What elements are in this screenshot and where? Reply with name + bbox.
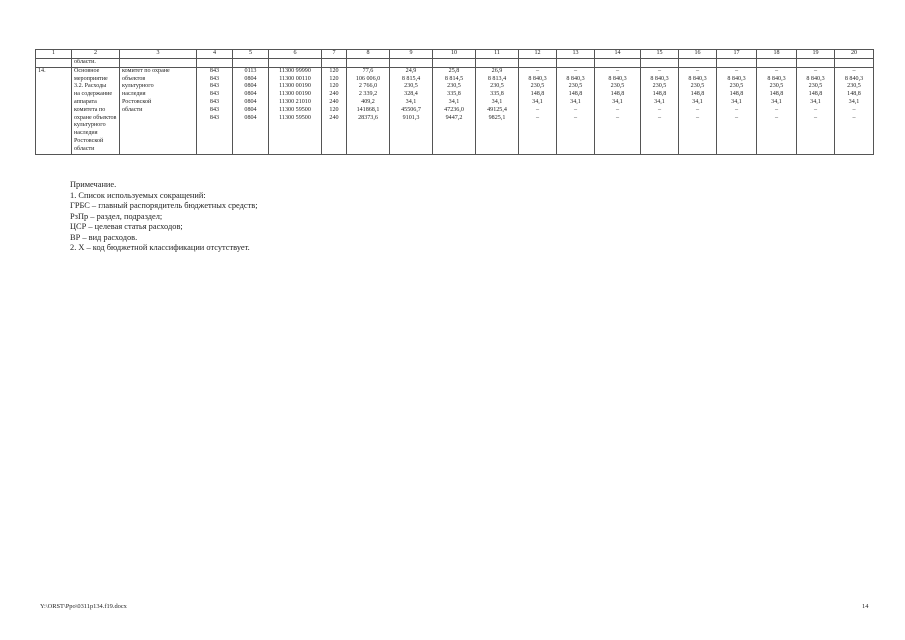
value-line: 34,1 [570, 98, 581, 105]
continuation-cell [433, 59, 476, 68]
value-line: 0113 [244, 67, 257, 74]
value-line: – [615, 106, 620, 113]
continuation-cell [595, 59, 641, 68]
value-line: 230,5 [729, 83, 744, 90]
notes-line: ЦСР – целевая статья расходов; [70, 222, 183, 231]
value-line: – [535, 67, 540, 74]
value-line: 843 [209, 67, 220, 74]
value-line: – [657, 67, 662, 74]
value-line: – [573, 114, 578, 121]
value-line: 148,8 [690, 91, 705, 98]
continuation-cell-3 [120, 59, 197, 68]
value-line: 148,8 [847, 91, 861, 98]
column-header: 7 [322, 50, 347, 59]
value-line: 28373,6 [358, 114, 378, 121]
value-cell [557, 67, 595, 154]
value-line: 148,8 [729, 91, 744, 98]
value-line: 843 [209, 91, 220, 98]
value-line: 11300 00110 [279, 75, 311, 82]
continuation-cell [557, 59, 595, 68]
value-line: 843 [209, 106, 220, 113]
value-cell [835, 67, 874, 154]
value-line: 240 [329, 98, 339, 105]
value-line: 240 [329, 91, 339, 98]
value-line: – [813, 114, 818, 121]
value-line: – [852, 67, 856, 74]
value-line: 230,5 [490, 83, 504, 90]
row-name-line: охране объектов [74, 114, 117, 121]
value-line: – [535, 114, 540, 121]
header-row [36, 50, 874, 59]
value-cell [476, 67, 519, 154]
value-cell [197, 67, 233, 154]
value-cell [679, 67, 717, 154]
row-name-line: Основное [74, 67, 100, 74]
column-header: 5 [233, 50, 269, 59]
row-number: 14. [36, 67, 72, 154]
row-grbs-line: объектов [122, 75, 146, 82]
value-line: – [774, 106, 779, 113]
value-line: 106 006,0 [355, 75, 381, 82]
continuation-cell [641, 59, 679, 68]
value-line: – [774, 67, 779, 74]
value-line: 49125,4 [487, 106, 507, 113]
value-line: – [695, 106, 700, 113]
value-line: – [734, 106, 739, 113]
value-line: – [695, 67, 700, 74]
value-cell [269, 67, 322, 154]
value-line: 11300 59500 [279, 106, 311, 113]
value-line: 8 840,3 [767, 75, 786, 82]
value-line: 335,8 [447, 91, 461, 98]
value-line: 0804 [244, 106, 257, 113]
value-line: – [535, 106, 540, 113]
value-line: 11300 21010 [279, 98, 311, 105]
column-header: 20 [835, 50, 874, 59]
value-line: 34,1 [771, 98, 782, 105]
continuation-cell [679, 59, 717, 68]
column-header: 11 [476, 50, 519, 59]
value-line: 8 840,3 [650, 75, 669, 82]
value-cell [757, 67, 797, 154]
continuation-cell [519, 59, 557, 68]
notes-title: Примечание. [70, 180, 117, 189]
column-header: 12 [519, 50, 557, 59]
value-line: 8 840,3 [566, 75, 585, 82]
value-line: 230,5 [447, 83, 461, 90]
value-line: 8 840,3 [727, 75, 746, 82]
value-line: – [852, 106, 856, 113]
row-grbs-line: наследия [122, 91, 146, 98]
value-line: 11300 00190 [279, 83, 311, 90]
value-line: 409,2 [361, 98, 375, 105]
value-line: 843 [209, 98, 220, 105]
value-line: 34,1 [491, 98, 503, 105]
notes-line: 1. Список используемых сокращений: [70, 190, 206, 200]
value-line: 0804 [244, 114, 257, 121]
value-line: 24,9 [405, 67, 417, 74]
value-line: 77,6 [362, 67, 374, 74]
continuation-cell [322, 59, 347, 68]
value-line: 120 [329, 106, 339, 113]
value-cell [233, 67, 269, 154]
value-line: – [573, 106, 578, 113]
value-line: 843 [209, 114, 220, 121]
value-line: 0804 [244, 83, 257, 90]
value-cell [717, 67, 757, 154]
continuation-cell [233, 59, 269, 68]
value-line: 148,8 [808, 91, 823, 98]
column-header: 9 [390, 50, 433, 59]
row-name-line: на содержание [74, 91, 113, 98]
value-line: 0804 [244, 91, 257, 98]
value-cell [433, 67, 476, 154]
continuation-cell [390, 59, 433, 68]
value-line: 11300 00190 [279, 91, 311, 98]
value-line: 8 840,3 [806, 75, 825, 82]
value-cell [797, 67, 835, 154]
row-name [72, 67, 120, 154]
column-header: 19 [797, 50, 835, 59]
value-line: – [852, 114, 856, 121]
value-line: 34,1 [692, 98, 703, 105]
column-header: 6 [269, 50, 322, 59]
row-name-line: мероприятие [74, 75, 108, 82]
table-row [36, 67, 874, 154]
value-line: 141868,1 [356, 106, 380, 113]
value-line: 328,4 [404, 91, 418, 98]
value-line: 34,1 [848, 98, 860, 105]
row-name-line: 3.2. Расходы [74, 83, 107, 90]
column-header: 14 [595, 50, 641, 59]
value-line: 230,5 [568, 83, 583, 90]
continuation-row [36, 59, 874, 68]
value-line: 2 339,2 [358, 91, 378, 98]
value-line: 11300 59500 [279, 114, 311, 121]
column-header: 2 [72, 50, 120, 59]
value-line: 45506,7 [401, 106, 421, 113]
row-name-line: Ростовской [74, 137, 104, 144]
value-line: – [615, 114, 620, 121]
column-header: 18 [757, 50, 797, 59]
value-line: 8 840,3 [608, 75, 627, 82]
value-line: 843 [209, 83, 220, 90]
continuation-cell [717, 59, 757, 68]
value-cell [390, 67, 433, 154]
value-line: 230,5 [690, 83, 705, 90]
value-line: 34,1 [654, 98, 665, 105]
value-line: 8 840,3 [688, 75, 707, 82]
value-line: 2 766,0 [358, 83, 378, 90]
value-line: 120 [329, 67, 339, 74]
row-name-line: аппарата [74, 98, 97, 105]
value-line: 34,1 [731, 98, 742, 105]
value-line: 8 813,4 [487, 75, 507, 82]
value-line: 9101,3 [402, 114, 420, 121]
value-line: 8 840,3 [844, 75, 864, 82]
continuation-cell [197, 59, 233, 68]
value-line: – [615, 67, 620, 74]
value-line: 230,5 [847, 83, 861, 90]
value-line: 335,8 [490, 91, 504, 98]
value-line: 47236,0 [444, 106, 464, 113]
value-line: 120 [329, 75, 339, 82]
value-line: 11300 99990 [279, 67, 311, 74]
row-name-line: культурного [74, 122, 106, 129]
value-cell [322, 67, 347, 154]
value-line: 34,1 [448, 98, 460, 105]
value-line: 148,8 [530, 91, 545, 98]
value-line: 230,5 [404, 83, 418, 90]
continuation-text: области. [72, 59, 120, 68]
value-line: 34,1 [405, 98, 417, 105]
column-header: 15 [641, 50, 679, 59]
value-line: 34,1 [810, 98, 821, 105]
value-line: – [657, 114, 662, 121]
value-line: 843 [209, 75, 220, 82]
value-line: 240 [329, 114, 339, 121]
continuation-cell-1 [36, 59, 72, 68]
value-line: 0804 [244, 98, 257, 105]
value-cell [519, 67, 557, 154]
row-grbs-line: Ростовской [122, 98, 152, 105]
value-line: 148,8 [652, 91, 667, 98]
value-line: 230,5 [808, 83, 823, 90]
notes-line: ГРБС – главный распорядитель бюджетных средств; [70, 201, 258, 210]
value-line: 230,5 [530, 83, 545, 90]
value-line: 148,8 [568, 91, 583, 98]
value-line: 26,9 [491, 67, 503, 74]
continuation-cell [347, 59, 390, 68]
footer-page-number: 14 [862, 603, 869, 610]
value-line: 0804 [244, 75, 257, 82]
notes-line: РзПр – раздел, подраздел; [70, 211, 163, 221]
column-header: 16 [679, 50, 717, 59]
value-cell [347, 67, 390, 154]
value-line: – [734, 67, 739, 74]
value-line: – [774, 114, 779, 121]
row-grbs-line: комитет по охране [122, 67, 170, 74]
column-header: 10 [433, 50, 476, 59]
value-line: 34,1 [612, 98, 623, 105]
value-line: – [813, 106, 818, 113]
column-header: 13 [557, 50, 595, 59]
value-line: 148,8 [610, 91, 625, 98]
notes-line: 2. Х – код бюджетной классификации отсутствует. [70, 243, 250, 252]
value-line: 25,8 [448, 67, 460, 74]
column-header: 3 [120, 50, 197, 59]
notes-line: ВР – вид расходов. [70, 232, 138, 242]
continuation-cell [757, 59, 797, 68]
value-line: – [573, 67, 578, 74]
value-line: 8 815,4 [401, 75, 421, 82]
notes-block [70, 180, 258, 254]
value-line: 230,5 [610, 83, 625, 90]
value-line: – [734, 114, 739, 121]
value-line: – [695, 114, 700, 121]
value-line: 9447,2 [445, 114, 463, 121]
column-header: 4 [197, 50, 233, 59]
value-cell [641, 67, 679, 154]
column-header: 17 [717, 50, 757, 59]
value-cell [595, 67, 641, 154]
row-grbs [120, 67, 197, 154]
value-line: – [813, 67, 818, 74]
row-name-line: комитета по [74, 106, 106, 113]
column-header: 8 [347, 50, 390, 59]
budget-table [35, 49, 874, 155]
continuation-cell [476, 59, 519, 68]
value-line: 120 [329, 83, 339, 90]
row-name-line: наследия [74, 130, 98, 137]
value-line: 230,5 [652, 83, 667, 90]
value-line: 148,8 [769, 91, 784, 98]
row-grbs-line: культурного [122, 83, 154, 90]
continuation-cell [269, 59, 322, 68]
continuation-cell [797, 59, 835, 68]
value-line: 230,5 [769, 83, 784, 90]
row-grbs-line: области [122, 106, 143, 113]
column-header: 1 [36, 50, 72, 59]
value-line: 34,1 [532, 98, 543, 105]
value-line: 8 840,3 [528, 75, 547, 82]
value-line: – [657, 106, 662, 113]
footer-file-path: Y:\ORST\Ppo\0311p134.f19.docx [40, 603, 127, 610]
value-line: 9825,1 [488, 114, 506, 121]
row-name-line: области [74, 145, 95, 152]
value-line: 8 814,5 [444, 75, 464, 82]
continuation-cell [835, 59, 874, 68]
